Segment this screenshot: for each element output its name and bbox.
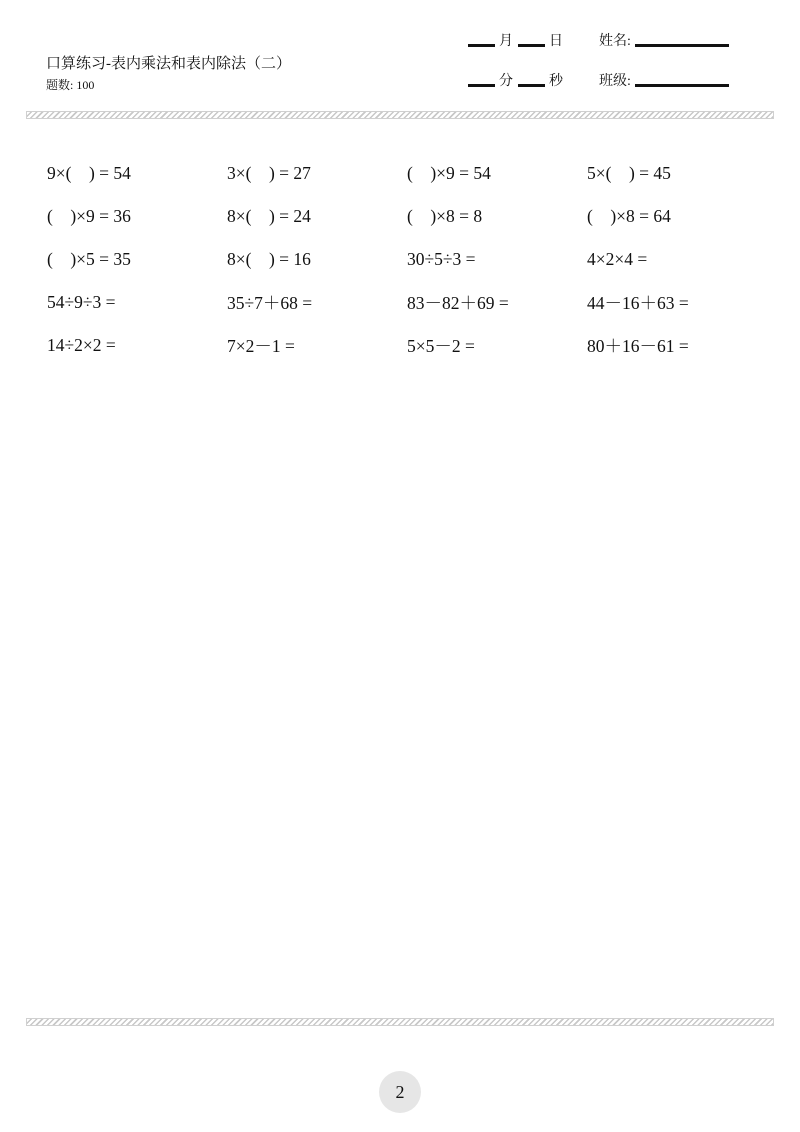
problem-row	[47, 195, 767, 238]
day-label: 日	[549, 34, 563, 49]
problem-item: 30÷5÷3 =	[407, 249, 476, 269]
month-blank	[468, 44, 495, 47]
problem-item: 35÷7＋68 =	[227, 293, 313, 313]
page-number: 2	[379, 1071, 421, 1113]
top-divider	[26, 111, 774, 119]
problem-item: ( )×5 = 35	[47, 249, 131, 269]
problem-item: ( )×9 = 36	[47, 206, 131, 226]
problem-item: ( )×9 = 54	[407, 163, 491, 183]
problem-item: 7×2－1 =	[227, 336, 295, 356]
problem-item: ( )×8 = 64	[587, 206, 671, 226]
name-label: 姓名:	[599, 34, 631, 49]
name-blank	[635, 44, 729, 47]
problem-item: 8×( ) = 16	[227, 249, 311, 269]
problem-item: 5×5－2 =	[407, 336, 475, 356]
problem-item: 8×( ) = 24	[227, 206, 311, 226]
problem-count: 题数: 100	[46, 78, 95, 92]
problem-item: 54÷9÷3 =	[47, 292, 116, 312]
problem-item: 3×( ) = 27	[227, 163, 311, 183]
problem-item: ( )×8 = 8	[407, 206, 483, 226]
day-blank	[518, 44, 545, 47]
problem-item: 9×( ) = 54	[47, 163, 131, 183]
class-label: 班级:	[599, 74, 631, 89]
second-label: 秒	[549, 74, 563, 89]
problem-row	[47, 152, 767, 195]
minute-label: 分	[499, 74, 513, 89]
problem-item: 4×2×4 =	[587, 249, 648, 269]
problem-item: 83－82＋69 =	[407, 293, 509, 313]
minute-blank	[468, 84, 495, 87]
class-blank	[635, 84, 729, 87]
problem-item: 80＋16－61 =	[587, 336, 689, 356]
problem-grid	[47, 152, 767, 367]
second-blank	[518, 84, 545, 87]
month-label: 月	[499, 34, 513, 49]
problem-row	[47, 324, 767, 367]
problem-row	[47, 281, 767, 324]
problem-item: 44－16＋63 =	[587, 293, 689, 313]
problem-row	[47, 238, 767, 281]
worksheet-title: 口算练习-表内乘法和表内除法（二）	[46, 56, 291, 72]
problem-item: 5×( ) = 45	[587, 163, 671, 183]
problem-item: 14÷2×2 =	[47, 335, 116, 355]
bottom-divider	[26, 1018, 774, 1026]
